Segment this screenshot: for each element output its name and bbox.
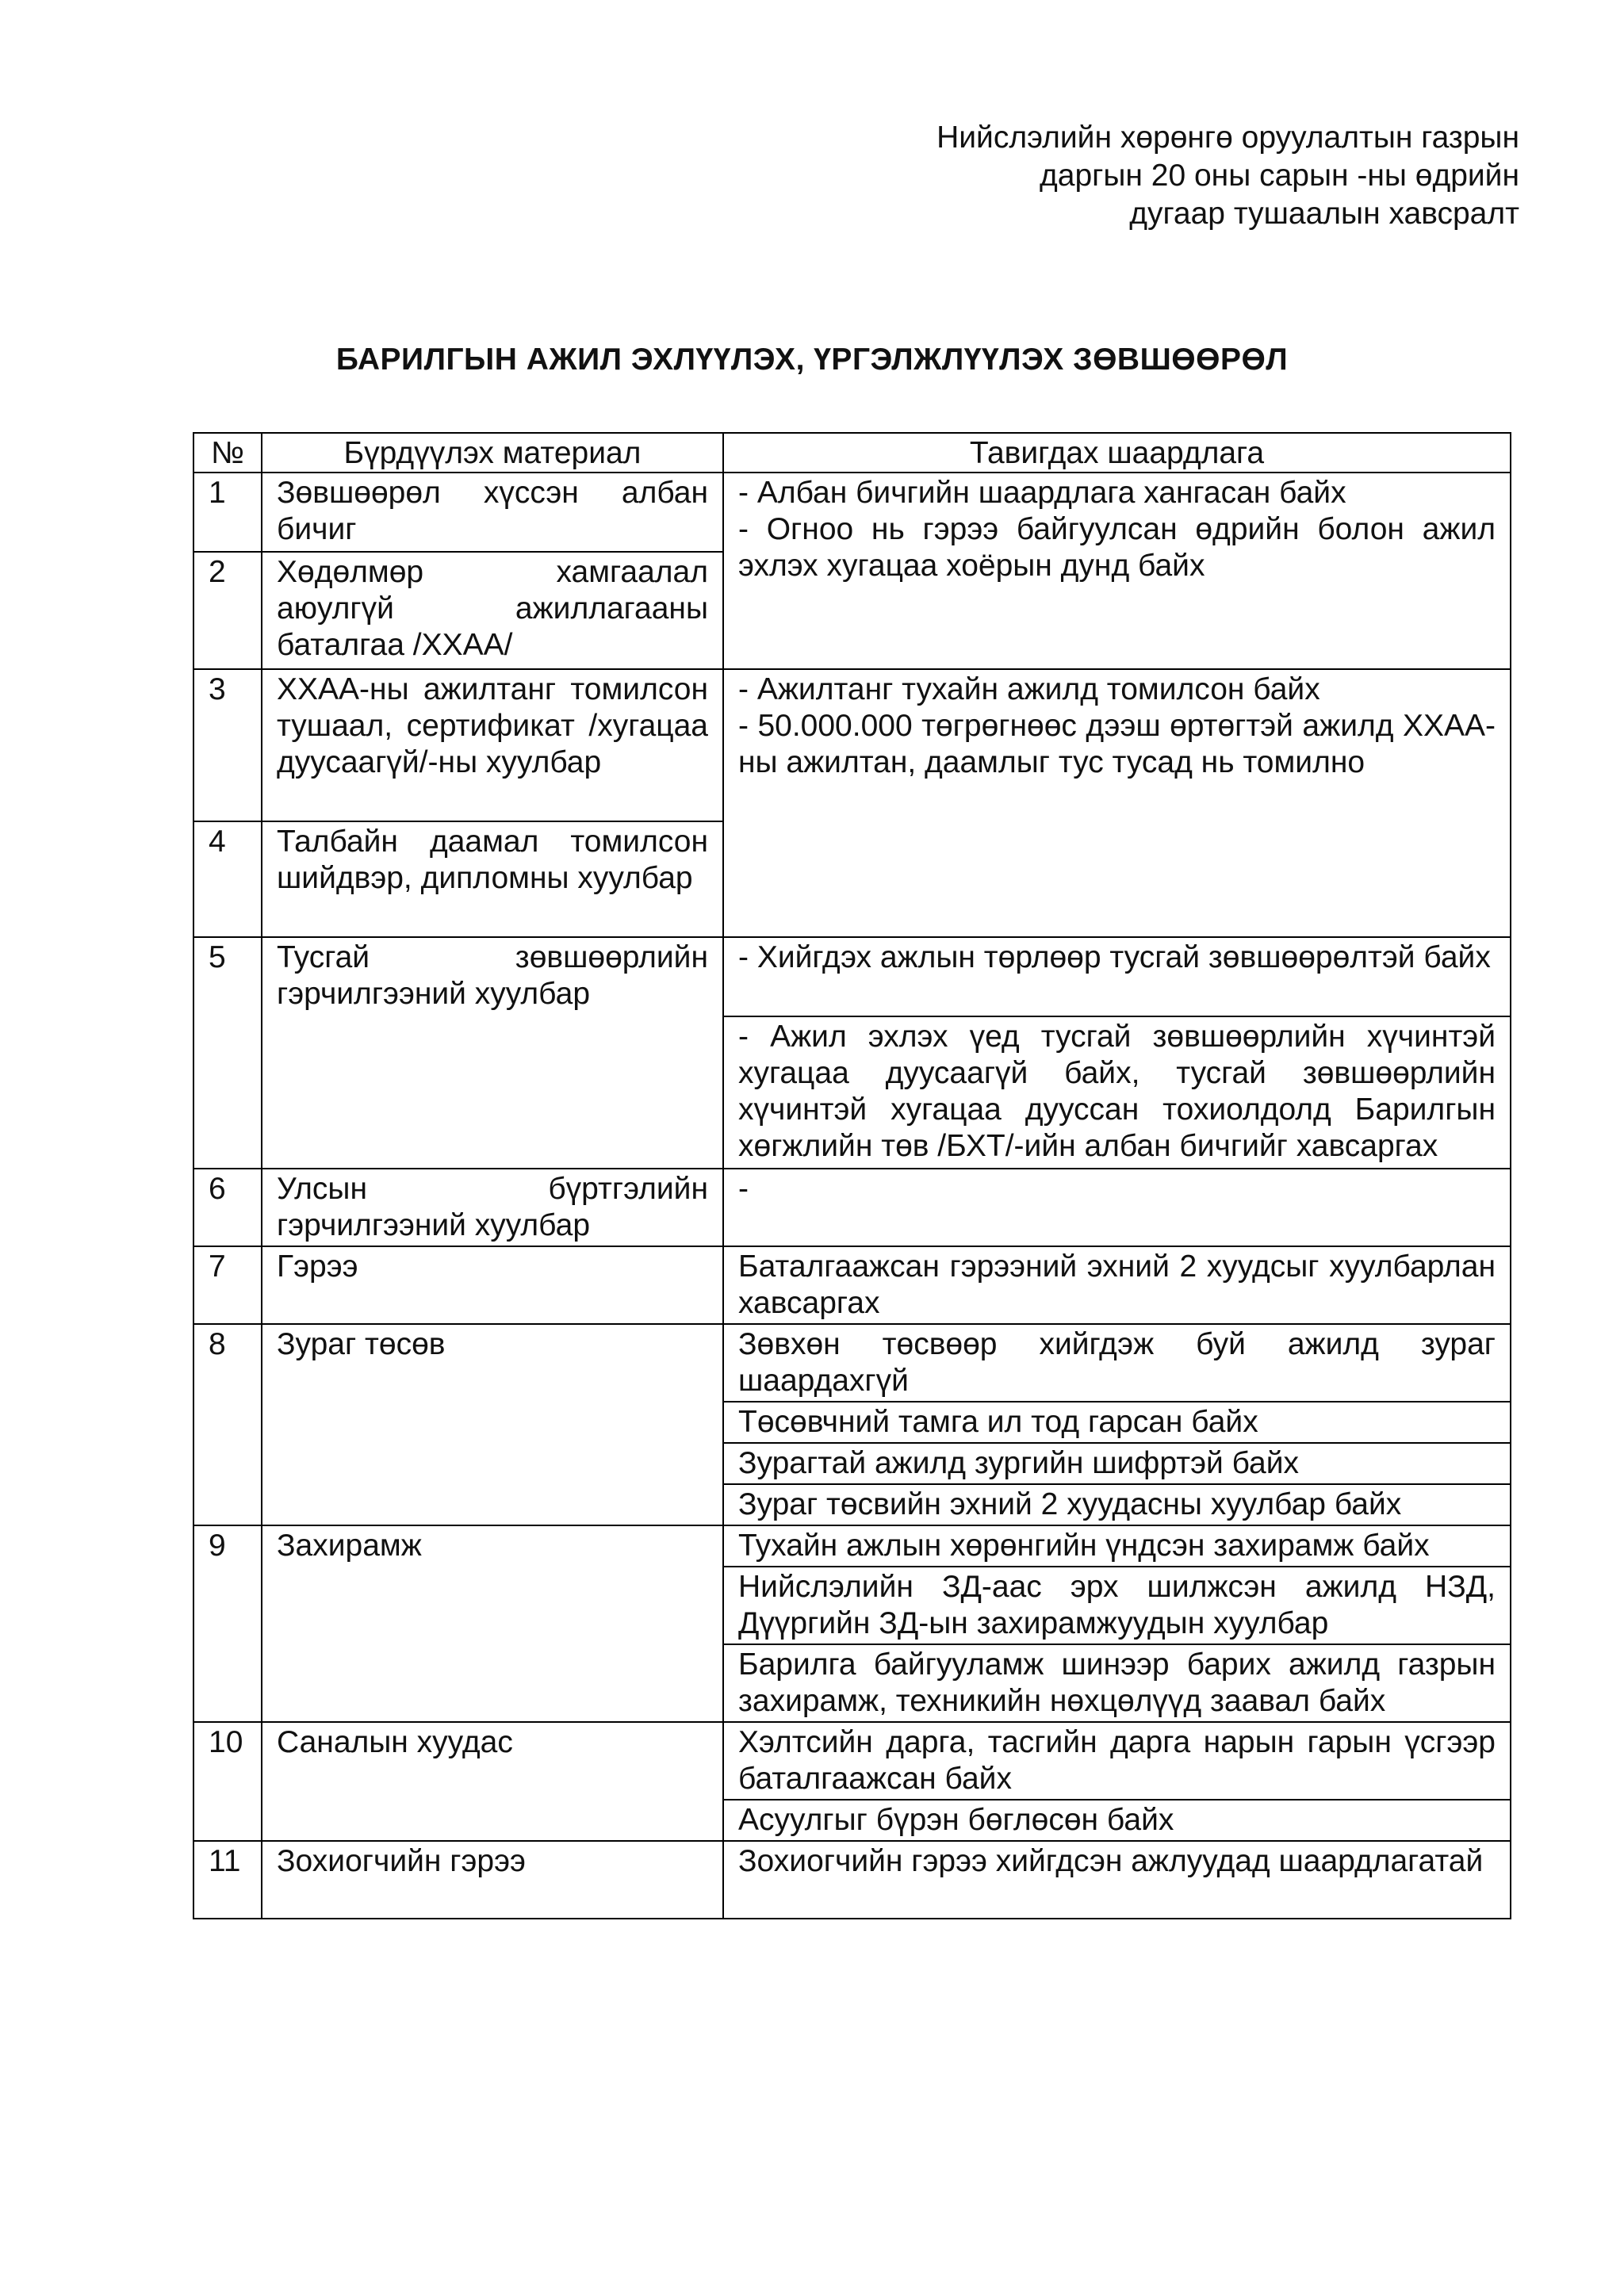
header-line-1: Нийслэлийн хөрөнгө оруулалтын газрын	[936, 121, 1519, 155]
header-line-3: дугаар тушаалын хавсралт	[1129, 197, 1519, 231]
document-title: БАРИЛГЫН АЖИЛ ЭХЛҮҮЛЭХ, ҮРГЭЛЖЛҮҮЛЭХ ЗӨВШӨӨРӨЛ	[335, 342, 1289, 377]
row-requirement: Зурагтай ажилд зургийн шифртэй байх	[723, 1443, 1511, 1484]
row-material: Гэрээ	[262, 1246, 723, 1324]
table-row	[193, 1841, 1511, 1919]
row-requirement: Зураг төсвийн эхний 2 хуудасны хуулбар байх	[723, 1484, 1511, 1525]
row-material: Тусгай зөвшөөрлийн гэрчилгээний хуулбар	[262, 937, 723, 1169]
row-material: ХХАА-ны ажилтанг томилсон тушаал, сертификат /хугацаа дуусаагүй/-ны хуулбар	[262, 669, 723, 821]
header-material: Бүрдүүлэх материал	[262, 433, 723, 473]
row-requirement: Барилга байгууламж шинээр барих ажилд газрын захирамж, техникийн нөхцөлүүд заавал байх	[723, 1644, 1511, 1722]
row-requirement: Зөвхөн төсвөөр хийгдэж буй ажилд зураг шаардахгүй	[723, 1324, 1511, 1402]
table-row	[193, 1722, 1511, 1800]
header-line-2: даргын 20 оны сарын -ны өдрийн	[1040, 159, 1519, 193]
document-header	[806, 119, 1519, 233]
requirement-line: - Огноо нь гэрээ байгуулсан өдрийн болон ажил эхлэх хугацаа хоёрын дунд байх	[738, 512, 1496, 583]
requirement-line: - Ажилтанг тухайн ажилд томилсон байх	[738, 672, 1320, 706]
row-requirement: Тухайн ажлын хөрөнгийн үндсэн захирамж байх	[723, 1525, 1511, 1567]
row-number: 11	[193, 1841, 262, 1919]
row-requirement: - Ажил эхлэх үед тусгай зөвшөөрлийн хүчинтэй хугацаа дуусаагүй байх, тусгай зөвшөөрлийн хүчинтэй хугацаа дууссан тохиолдолд Барилгын хөгжлийн төв /БХТ/-ийн албан бичгийг хавсаргах	[723, 1016, 1511, 1169]
row-material: Зураг төсөв	[262, 1324, 723, 1525]
row-material: Улсын бүртгэлийн гэрчилгээний хуулбар	[262, 1169, 723, 1246]
requirement-line: - 50.000.000 төгрөгнөөс дээш өртөгтэй ажилд ХХАА-ны ажилтан, даамлыг тус тусад нь томилно	[738, 709, 1496, 779]
table-row	[193, 1324, 1511, 1402]
row-requirement: Хэлтсийн дарга, тасгийн дарга нарын гарын үсгээр баталгаажсан байх	[723, 1722, 1511, 1800]
row-material: Талбайн даамал томилсон шийдвэр, дипломны хуулбар	[262, 821, 723, 937]
row-number: 4	[193, 821, 262, 937]
table-row	[193, 473, 1511, 552]
row-requirement: Баталгаажсан гэрээний эхний 2 хуудсыг хуулбарлан хавсаргах	[723, 1246, 1511, 1324]
row-number: 9	[193, 1525, 262, 1722]
table-header-row	[193, 433, 1511, 473]
row-number: 5	[193, 937, 262, 1169]
requirements-table	[193, 432, 1511, 1919]
row-requirement: - Хийгдэх ажлын төрлөөр тусгай зөвшөөрөлтэй байх	[723, 937, 1511, 1016]
requirement-line: - Албан бичгийн шаардлага хангасан байх	[738, 476, 1346, 510]
table-row	[193, 937, 1511, 1016]
row-requirement: -	[723, 1169, 1511, 1246]
table-row	[193, 1169, 1511, 1246]
row-number: 6	[193, 1169, 262, 1246]
row-requirement: Зохиогчийн гэрээ хийгдсэн ажлуудад шаардлагатай	[723, 1841, 1511, 1919]
header-requirement: Тавигдах шаардлага	[723, 433, 1511, 473]
row-number: 10	[193, 1722, 262, 1841]
table-row	[193, 1246, 1511, 1324]
row-number: 3	[193, 669, 262, 821]
row-material: Зохиогчийн гэрээ	[262, 1841, 723, 1919]
row-requirement: Асуулгыг бүрэн бөглөсөн байх	[723, 1800, 1511, 1841]
row-material: Саналын хуудас	[262, 1722, 723, 1841]
row-material: Зөвшөөрөл хүссэн албан бичиг	[262, 473, 723, 552]
table-row	[193, 1525, 1511, 1567]
header-number: №	[193, 433, 262, 473]
row-number: 8	[193, 1324, 262, 1525]
row-requirement	[723, 669, 1511, 937]
row-requirement: Төсөвчний тамга ил тод гарсан байх	[723, 1402, 1511, 1443]
row-material: Хөдөлмөр хамгаалал аюулгүй ажиллагааны баталгаа /ХХАА/	[262, 552, 723, 669]
row-requirement: Нийслэлийн ЗД-аас эрх шилжсэн ажилд НЗД, Дүүргийн ЗД-ын захирамжуудын хуулбар	[723, 1567, 1511, 1644]
row-requirement	[723, 473, 1511, 669]
row-material: Захирамж	[262, 1525, 723, 1722]
row-number: 7	[193, 1246, 262, 1324]
table-row	[193, 669, 1511, 821]
row-number: 2	[193, 552, 262, 669]
row-number: 1	[193, 473, 262, 552]
